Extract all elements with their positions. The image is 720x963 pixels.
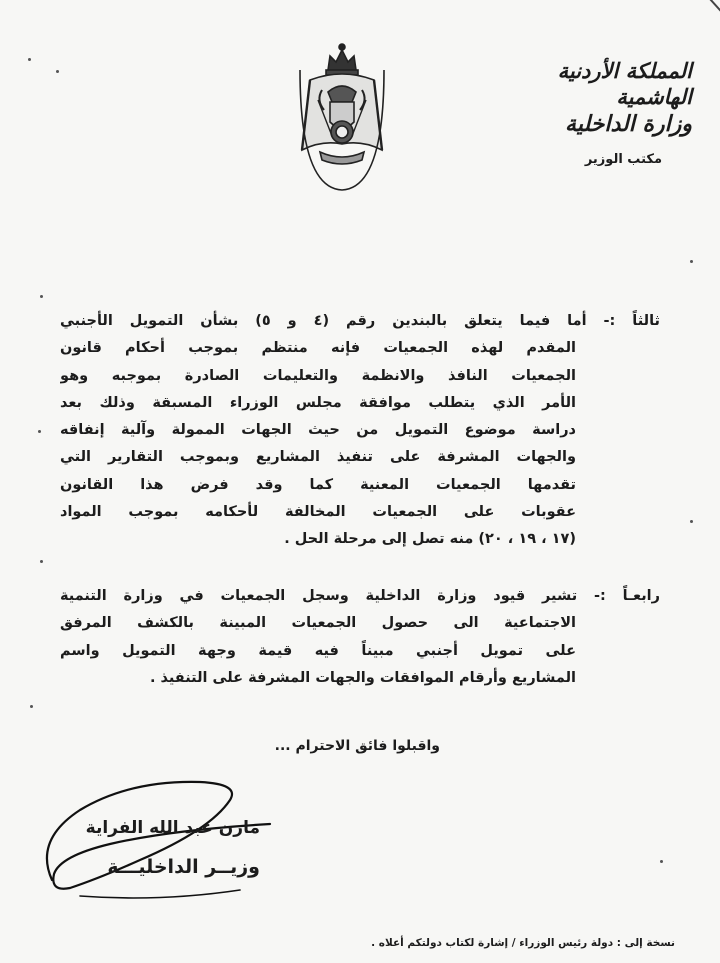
section-three-line-text: أما فيما يتعلق بالبندين رقم (٤ و ٥) بشأن التمويل الأجنبي [60, 313, 587, 329]
section-three-line: تقدمها الجمعيات المعنية كما وقد فرض هذا القانون [60, 476, 576, 493]
section-three-line: المقدم لهذه الجمعيات فإنه منتظم بموجب أحكام قانون [60, 340, 576, 357]
section-three-line: الجمعيات النافذ والانظمة والتعليمات الصادرة بموجبه وهو [60, 367, 576, 384]
section-three-line: والجهات المشرفة على تنفيذ المشاريع وبموجب التقارير التي [60, 449, 576, 466]
scan-speck [38, 430, 41, 433]
section-three-line [60, 308, 660, 335]
scan-speck [28, 58, 31, 61]
section-three-line: (١٧ ، ١٩ ، ٢٠) منه تصل إلى مرحلة الحل . [284, 531, 576, 548]
section-four-line: على تمويل أجنبي مبيناً فيه قيمة وجهة التمويل واسم [60, 642, 576, 659]
scan-edge-line [667, 0, 720, 20]
section-four-label: رابعـاً :- [594, 588, 660, 604]
section-three-line: دراسة موضوع التمويل من حيث الجهات الممولة وآلية إنفاقه [60, 422, 576, 439]
section-four-line [60, 583, 660, 610]
ministry-name: وزارة الداخلية [565, 111, 692, 137]
signature-block [40, 800, 280, 900]
section-four-line: الاجتماعية الى حصول الجمعيات المبينة بالكشف المرفق [60, 615, 576, 632]
section-four-line-text: تشير قيود وزارة الداخلية وسجل الجمعيات في وزارة التنمية [60, 588, 578, 604]
scan-speck [40, 295, 43, 298]
scan-speck [40, 560, 43, 563]
scan-speck [56, 70, 59, 73]
section-three-label: ثالثاً :- [603, 313, 660, 329]
closing-salutation: واقبلوا فائق الاحترام ... [274, 738, 440, 754]
scan-speck [30, 705, 33, 708]
section-four [60, 583, 660, 692]
scan-speck [660, 860, 663, 863]
scan-speck [690, 520, 693, 523]
section-three [60, 308, 660, 554]
section-four-line: المشاريع وأرقام الموافقات والجهات المشرفة على التنفيذ . [149, 669, 576, 686]
handwritten-signature [40, 770, 310, 910]
section-three-line: عقوبات على الجمعيات المخالفة لأحكامه بموجب المواد [60, 504, 576, 521]
copy-to-note: نسخة إلى : دولة رئيس الوزراء / إشارة لكتاب دولتكم أعلاه . [371, 937, 675, 949]
section-three-line: الأمر الذي يتطلب موافقة مجلس الوزراء المسبقة وذلك بعد [60, 394, 576, 411]
signatory-title: وزيــر الداخليـــة [107, 856, 260, 878]
office-name: مكتب الوزير [584, 152, 662, 167]
kingdom-name: المملكة الأردنية الهاشمية [557, 58, 692, 109]
scan-speck [690, 260, 693, 263]
signatory-name: مازن عبد الله الفراية [85, 818, 260, 838]
letterhead [482, 58, 692, 167]
coat-of-arms-icon [292, 40, 392, 192]
